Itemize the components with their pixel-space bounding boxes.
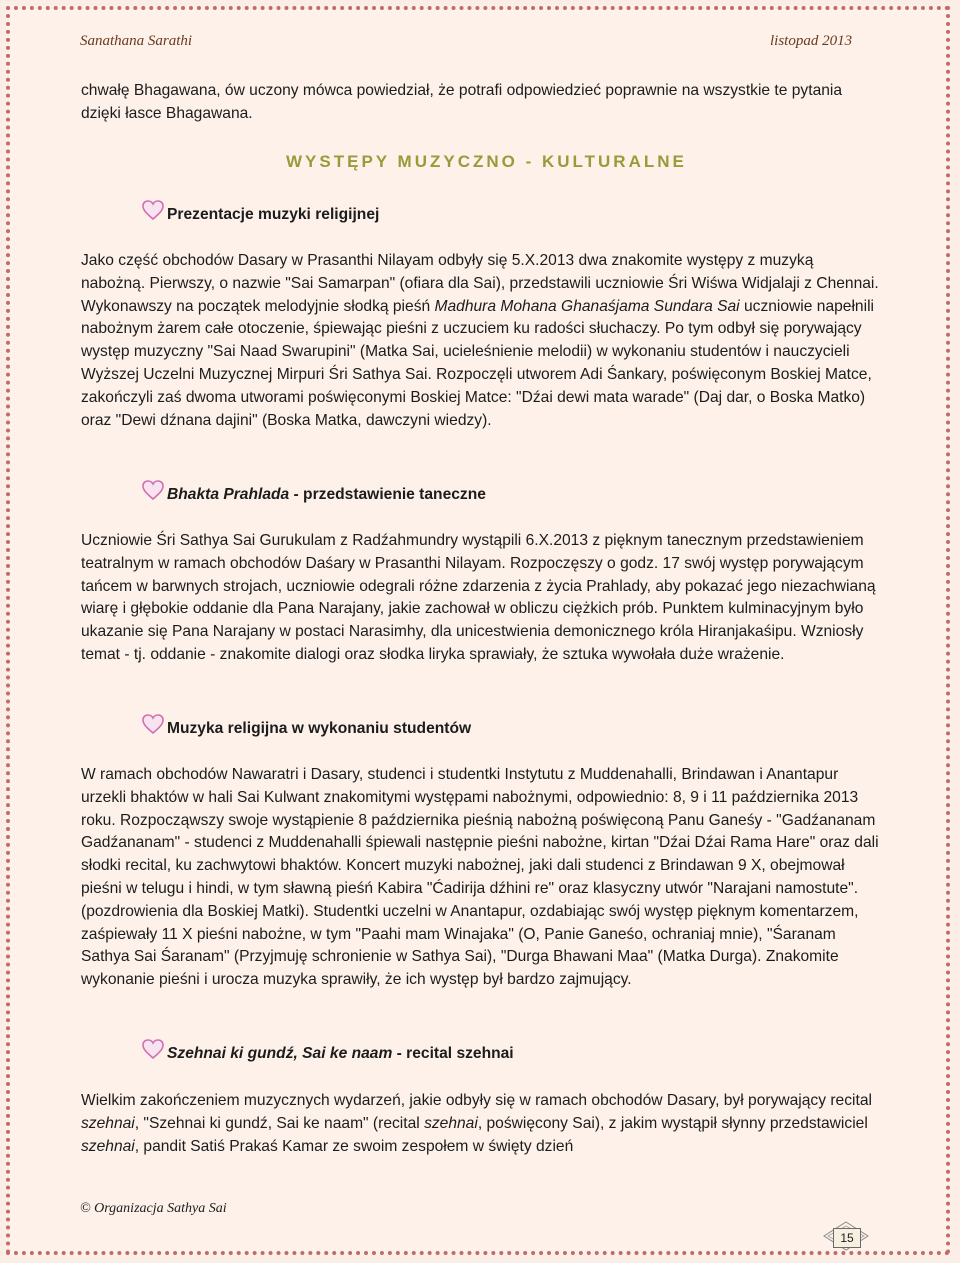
subheading-szehnai: Szehnai ki gundź, Sai ke naam - recital szehnai [167, 1045, 514, 1062]
footer-copyright: © Organizacja Sathya Sai [80, 1201, 227, 1216]
header-date: listopad 2013 [770, 33, 853, 49]
subheading-religious-music: Prezentacje muzyki religijnej [167, 206, 380, 223]
paragraph-szehnai: Wielkim zakończeniem muzycznych wydarzeń, jakie odbyły się w ramach obchodów Dasary, był porywający recital szehnai, "Szehnai ki gundź, Sai ke naam" (recital szehnai, poświęcony Sai), z jakim wystąpił słynny przedstawiciel szehnai, pandit Satiś Prakaś Kamar ze swoim zespołem w święty dzień [81, 1092, 872, 1155]
paragraph-student-music: W ramach obchodów Nawaratri i Dasary, studenci i studentki Instytutu z Muddenahalli, Brindawan i Anantapur urzekli bhaktów w hali Sai Kulwant znakomitymi występami nabożnymi, odpowiednio: 8, 9 i 11 października 2013 roku. Rozpocząwszy swoje wystąpienie 8 października pieśnią nabożną poświęconą Panu Ganeśy - "Gadźananam Gadźananam" - studenci z Muddenahalli śpiewali następnie pieśni nabożne, kirtan "Dźai Dźai Rama Hare" oraz dali słodki recital, ku zachwytowi bhaktów. Koncert muzyki nabożnej, jaki dali studenci z Brindawan 9 X, obejmował pieśni w telugu i hindi, w tym sławną pieśń Kabira "Ćadirija dźhini re" oraz klasyczny utwór "Narajani namostute". (pozdrowienia dla Boskiej Matki). Studentki uczelni w Anantapur, ozdabiając swój występ pięknym komentarzem, zaśpiewały 11 X pieśni nabożne, w tym "Paahi mam Winajaka" (O, Panie Ganeśo, ochraniaj mnie), "Śaranam Sathya Sai Śaranam" (Przyjmuję schronienie w Sathya Sai), "Durga Bhawani Maa" (Matka Durga). Znakomite wykonanie pieśni i urocza muzyka sprawiły, że ich występ był bardzo zajmujący. [81, 766, 879, 989]
header-publication: Sanathana Sarathi [80, 33, 193, 49]
intro-paragraph: chwałę Bhagawana, ów uczony mówca powiedział, że potrafi odpowiedzieć poprawnie na wszystkie te pytania dzięki łasce Bhagawana. [81, 82, 843, 122]
heart-icon [142, 714, 164, 736]
heart-icon [142, 200, 164, 222]
heart-icon [142, 480, 164, 502]
subheading-bhakta-prahlada: Bhakta Prahlada - przedstawienie taneczne [167, 486, 486, 503]
heart-icon [142, 1039, 164, 1061]
page-number: 15 [833, 1228, 861, 1248]
subheading-student-music: Muzyka religijna w wykonaniu studentów [167, 720, 472, 737]
section-title: WYSTĘPY MUZYCZNO - KULTURALNE [286, 152, 687, 171]
paragraph-bhakta-prahlada: Uczniowie Śri Sathya Sai Gurukulam z Radźahmundry wystąpili 6.X.2013 z pięknym tanecznym przedstawieniem teatralnym w ramach obchodów Daśary w Prasanthi Nilayam. Rozpoczęszy o godz. 17 swój występ porywającym tańcem w barwnych strojach, uczniowie odegrali różne zdarzenia z życia Prahlady, aby pokazać jego niezachwianą wiarę i głębokie oddanie dla Pana Narajany, jakie zachował w obliczu ciężkich prób. Punktem kulminacyjnym było ukazanie się Pana Narajany w postaci Narasimhy, dla unicestwienia demonicznego króla Hiranjakaśipu. Wzniosły temat - tj. oddanie - znakomite dialogi oraz słodka liryka sprawiały, że sztuka wywołała duże wrażenie. [81, 532, 876, 663]
paragraph-religious-music: Jako część obchodów Dasary w Prasanthi Nilayam odbyły się 5.X.2013 dwa znakomite występy z muzyką nabożną. Pierwszy, o nazwie "Sai Samarpan" (ofiara dla Sai), przedstawili uczniowie Śri Wiśwa Widjalaji z Chennai. Wykonawszy na początek melodyjnie słodką pieśń Madhura Mohana Ghanaśjama Sundara Sai uczniowie napełnili nabożnym żarem całe otoczenie, śpiewając pieśni z uczuciem ku radości słuchaczy. Po tym odbył się porywający występ muzyczny "Sai Naad Swarupini" (Matka Sai, ucieleśnienie melodii) w wykonaniu studentów i nauczycieli Wyższej Uczelni Muzycznej Mirpuri Śri Sathya Sai. Rozpoczęli utworem Adi Śankary, poświęconym Boskiej Matce, zakończyli zaś dwoma utworami poświęconymi Boskiej Matce: "Dźai dewi mata warade" (Daj dar, o Boska Matko) oraz "Dewi dźnana dajini" (Boska Matka, dawczyni wiedzy). [81, 252, 879, 429]
